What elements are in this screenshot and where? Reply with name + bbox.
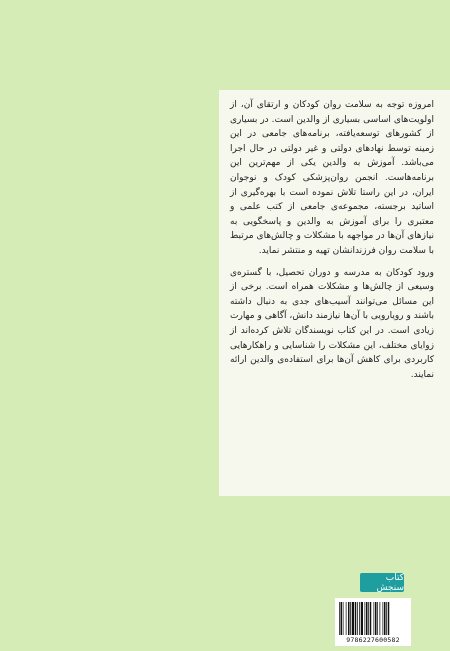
publisher-logo-text: کتاب سنجش	[376, 572, 404, 593]
blurb-paragraph-1: امروزه توجه به سلامت روان کودکان و ارتقای آن، از اولویت‌های اساسی بسیاری از والدین است. در بسیاری از کشورهای توسعه‌یافته، برنامه‌های جامعی در این زمینه توسط نهادهای دولتی و غیر دولتی در حال اجرا می‌باشد. آموزش به والدین یکی از مهم‌ترین این برنامه‌هاست. انجمن روان‌پزشکی کودک و نوجوان ایران، در این راستا تلاش نموده است با بهره‌گیری از اساتید برجسته، مجموعه‌ی جامعی از کتب علمی و معتبری را برای آموزش به والدین و پاسخگویی به نیازهای آن‌ها در مواجهه با مشکلات و چالش‌های مرتبط با سلامت روان فرزندانشان تهیه و منتشر نماید.	[230, 100, 434, 256]
isbn-barcode	[335, 598, 411, 646]
back-cover-blurb	[230, 98, 434, 382]
barcode-bars-icon	[339, 602, 407, 635]
isbn-number: 9786227600582	[346, 636, 400, 644]
publisher-logo	[360, 573, 404, 592]
blurb-paragraph-2: ورود کودکان به مدرسه و دوران تحصیل، با گستره‌ی وسیعی از چالش‌ها و مشکلات همراه است. برخی از این مسائل می‌توانند آسیب‌های جدی به دنبال داشته باشند و رویارویی با آن‌ها نیازمند دانش، آگاهی و مهارت زیادی است. در این کتاب نویسندگان تلاش کرده‌اند از زوایای مختلف، این مشکلات را شناسایی و راهکارهایی کاربردی برای کاهش آن‌ها برای استفاده‌ی والدین ارائه نمایند.	[230, 267, 434, 380]
